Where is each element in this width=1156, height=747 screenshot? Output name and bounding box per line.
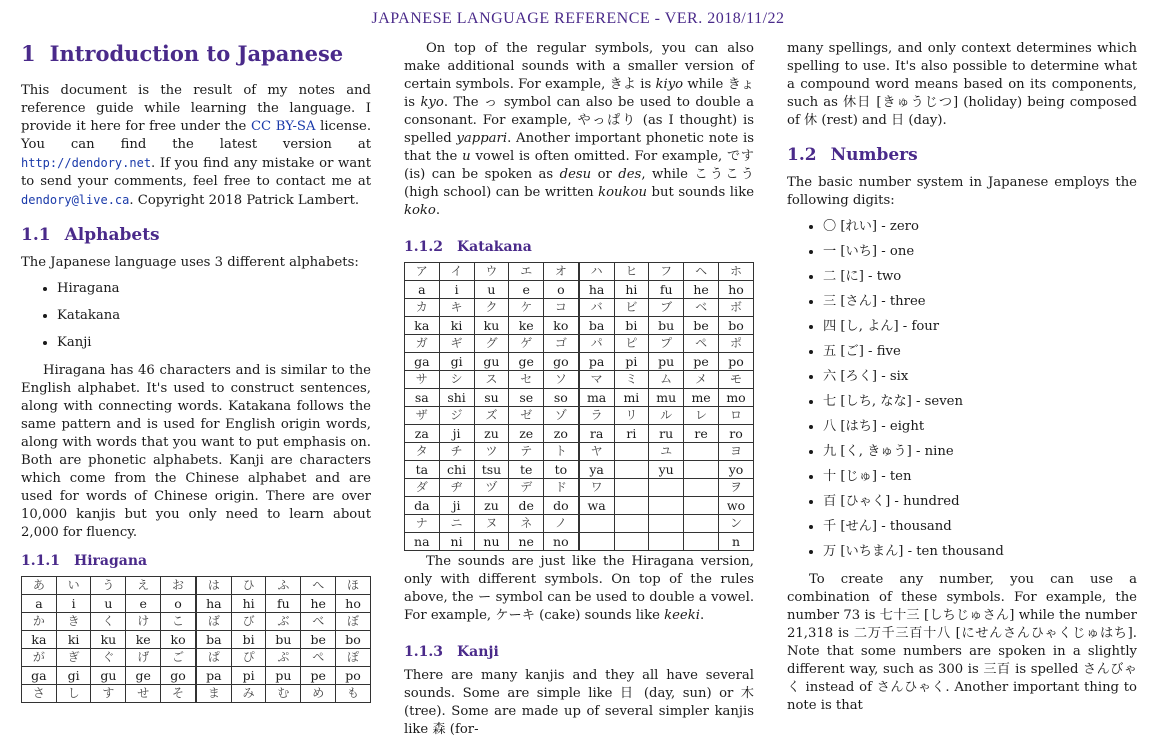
table-cell: ko [161, 631, 196, 649]
table-cell: ネ [509, 515, 544, 533]
table-cell: ぷ [266, 649, 301, 667]
table-cell: gu [91, 667, 126, 685]
table-cell: ra [579, 425, 614, 443]
table-cell: ko [544, 317, 579, 335]
table-cell: ta [405, 461, 440, 479]
table-cell: mo [719, 389, 754, 407]
alphabet-list [21, 280, 371, 352]
table-cell: ポ [719, 335, 754, 353]
table-cell: be [684, 317, 719, 335]
table-cell: go [544, 353, 579, 371]
table-cell: ケ [509, 299, 544, 317]
table-cell: ro [719, 425, 754, 443]
table-cell [614, 461, 649, 479]
table-cell: no [544, 533, 579, 551]
table-cell: ぼ [336, 613, 371, 631]
table-cell: na [405, 533, 440, 551]
table-cell: バ [579, 299, 614, 317]
table-cell: ズ [474, 407, 509, 425]
running-header: JAPANESE LANGUAGE REFERENCE - VER. 2018/11/22 [371, 10, 785, 27]
table-cell: gi [439, 353, 474, 371]
table-cell: ク [474, 299, 509, 317]
table-cell: ゲ [509, 335, 544, 353]
table-cell [614, 515, 649, 533]
table-cell: テ [509, 443, 544, 461]
table-cell: ワ [579, 479, 614, 497]
table-cell: ma [579, 389, 614, 407]
list-item: • 五 [ご] - five [823, 343, 1137, 361]
numbers-paragraph: To create any number, you can use a combination of these symbols. For example, the number 73 is 七十三 [しちじゅさん] while the number 21,318 is 二万千三百十八 [にせんさんひゃくじゅはち]. Note that some numbers are spoken in a slightly different way, such as 300 is 三百 is spelled さんびゃく instead of さんひゃく. Another important thing to note is that [787, 572, 1137, 713]
table-cell: bi [231, 631, 266, 649]
table-row [405, 371, 754, 389]
table-cell: i [439, 281, 474, 299]
table-cell: シ [439, 371, 474, 389]
list-item: • 万 [いちまん] - ten thousand [823, 543, 1137, 561]
table-cell: ki [56, 631, 91, 649]
table-row [405, 407, 754, 425]
table-cell: me [684, 389, 719, 407]
table-row [405, 425, 754, 443]
table-cell: ボ [719, 299, 754, 317]
table-row [405, 335, 754, 353]
table-cell: ba [579, 317, 614, 335]
table-cell: u [91, 595, 126, 613]
table-cell: bo [719, 317, 754, 335]
table-cell: エ [509, 263, 544, 281]
table-cell: ニ [439, 515, 474, 533]
table-row [22, 667, 371, 685]
table-cell: ム [649, 371, 684, 389]
table-cell: ぶ [266, 613, 301, 631]
table-cell: ぐ [91, 649, 126, 667]
table-cell: リ [614, 407, 649, 425]
table-cell: ha [579, 281, 614, 299]
table-row [22, 649, 371, 667]
table-cell: ノ [544, 515, 579, 533]
table-cell: ku [91, 631, 126, 649]
table-cell: イ [439, 263, 474, 281]
list-item: • Hiragana [57, 280, 371, 298]
subsection-heading: 1.1 Alphabets [21, 225, 160, 245]
section-heading: 1 Introduction to Japanese [21, 41, 344, 66]
license-link[interactable]: CC BY-SA [250, 119, 316, 134]
table-cell: さ [22, 685, 57, 703]
list-item: • 千 [せん] - thousand [823, 518, 1137, 536]
table-row [405, 281, 754, 299]
table-cell: ヌ [474, 515, 509, 533]
table-cell: ヒ [614, 263, 649, 281]
table-cell: po [336, 667, 371, 685]
table-cell: げ [126, 649, 161, 667]
table-cell: pu [266, 667, 301, 685]
table-cell: チ [439, 443, 474, 461]
list-item: • Kanji [57, 334, 371, 352]
table-cell: レ [684, 407, 719, 425]
table-cell: ホ [719, 263, 754, 281]
table-cell: ho [719, 281, 754, 299]
subsubsection-heading: 1.1.1 Hiragana [21, 553, 148, 569]
table-cell: so [544, 389, 579, 407]
table-cell: け [126, 613, 161, 631]
alphabets-intro: The Japanese language uses 3 different alphabets: [21, 255, 359, 270]
table-cell: u [474, 281, 509, 299]
table-cell: ナ [405, 515, 440, 533]
table-cell: yu [649, 461, 684, 479]
table-cell: ヨ [719, 443, 754, 461]
table-cell [684, 479, 719, 497]
table-cell: za [405, 425, 440, 443]
table-cell [684, 443, 719, 461]
table-cell: o [544, 281, 579, 299]
table-cell: い [56, 577, 91, 595]
table-cell: ze [509, 425, 544, 443]
table-cell: ho [336, 595, 371, 613]
table-cell: え [126, 577, 161, 595]
table-cell: mu [649, 389, 684, 407]
table-cell: zo [544, 425, 579, 443]
table-cell: ヤ [579, 443, 614, 461]
table-cell: ロ [719, 407, 754, 425]
table-cell: モ [719, 371, 754, 389]
table-cell: は [196, 577, 231, 595]
table-cell: ピ [614, 335, 649, 353]
table-cell [579, 533, 614, 551]
table-cell: へ [301, 577, 336, 595]
alphabets-paragraph: Hiragana has 46 characters and is similar to the English alphabet. It's used to construct sentences, along with connecting words. Katakana follows the same pattern and is used for English origin words, along with words that you want to put emphasis on. Both are phonetic alphabets. Kanji are characters which come from the Chinese alphabet and are used for words of Chinese origin. There are over 10,000 kanjis but you only need to learn about 2,000 for fluency. [21, 363, 371, 540]
list-item: • 九 [く, きゅう] - nine [823, 443, 1137, 461]
table-cell: ギ [439, 335, 474, 353]
table-cell: ペ [684, 335, 719, 353]
table-cell: ヅ [474, 479, 509, 497]
table-cell: nu [474, 533, 509, 551]
table-cell [649, 533, 684, 551]
table-cell: パ [579, 335, 614, 353]
table-cell: ku [474, 317, 509, 335]
table-cell: ア [405, 263, 440, 281]
table-cell: e [126, 595, 161, 613]
table-row [405, 461, 754, 479]
table-cell: ke [126, 631, 161, 649]
table-cell: ka [22, 631, 57, 649]
table-cell: ト [544, 443, 579, 461]
table-cell [684, 515, 719, 533]
table-cell: ゴ [544, 335, 579, 353]
table-row [22, 577, 371, 595]
table-cell: he [684, 281, 719, 299]
table-row [405, 299, 754, 317]
table-cell: wo [719, 497, 754, 515]
table-cell: が [22, 649, 57, 667]
table-cell: ni [439, 533, 474, 551]
table-row [405, 389, 754, 407]
table-cell: ミ [614, 371, 649, 389]
phonetics-paragraph: On top of the regular symbols, you can also make additional sounds with a smaller version of certain symbols. For example, きよ is kiyo while きょ is kyo. The っ symbol can also be used to double a consonant. For example, やっぱり (as I thought) is spelled yappari. Another important phonetic note is that the u vowel is often omitted. For example, です (is) can be spoken as desu or des, while こうこう (high school) can be written koukou but sounds like koko. [404, 41, 755, 218]
table-cell: su [474, 389, 509, 407]
table-cell: し [56, 685, 91, 703]
table-cell: pi [614, 353, 649, 371]
table-cell: te [509, 461, 544, 479]
table-cell: ne [509, 533, 544, 551]
table-cell [684, 497, 719, 515]
table-cell: カ [405, 299, 440, 317]
table-cell: ji [439, 425, 474, 443]
table-cell: he [301, 595, 336, 613]
table-cell: ユ [649, 443, 684, 461]
table-cell: そ [161, 685, 196, 703]
table-cell: ス [474, 371, 509, 389]
table-cell: pe [301, 667, 336, 685]
table-cell: bu [266, 631, 301, 649]
table-row [405, 497, 754, 515]
table-cell [684, 461, 719, 479]
table-cell: プ [649, 335, 684, 353]
table-cell: pa [579, 353, 614, 371]
table-cell: ヲ [719, 479, 754, 497]
table-cell: む [266, 685, 301, 703]
table-cell [614, 443, 649, 461]
table-cell: yo [719, 461, 754, 479]
table-cell: ya [579, 461, 614, 479]
table-cell: フ [649, 263, 684, 281]
table-cell: bi [614, 317, 649, 335]
table-cell: se [509, 389, 544, 407]
table-cell: pi [231, 667, 266, 685]
table-cell: a [405, 281, 440, 299]
table-cell: hi [614, 281, 649, 299]
table-row [405, 515, 754, 533]
table-cell: da [405, 497, 440, 515]
table-cell: コ [544, 299, 579, 317]
table-cell: す [91, 685, 126, 703]
table-cell [684, 533, 719, 551]
table-cell: ジ [439, 407, 474, 425]
list-item: • 一 [いち] - one [823, 243, 1137, 261]
column-3 [787, 40, 1137, 723]
table-cell: fu [649, 281, 684, 299]
table-cell: ba [196, 631, 231, 649]
table-cell: pu [649, 353, 684, 371]
kanji-continued-paragraph: many spellings, and only context determines which spelling to use. It's also possible to determine what a compound word means based on its components, such as 休日 [きゅうじつ] (holiday) being composed of 休 (rest) and 日 (day). [787, 41, 1137, 128]
table-cell: ブ [649, 299, 684, 317]
list-item: • 三 [さん] - three [823, 293, 1137, 311]
table-cell: ご [161, 649, 196, 667]
table-row [22, 631, 371, 649]
table-cell: ハ [579, 263, 614, 281]
table-cell: ダ [405, 479, 440, 497]
numbers-list [787, 218, 1137, 561]
table-cell: メ [684, 371, 719, 389]
table-cell: fu [266, 595, 301, 613]
table-cell: do [544, 497, 579, 515]
table-cell: re [684, 425, 719, 443]
table-cell: ひ [231, 577, 266, 595]
table-cell [579, 515, 614, 533]
subsubsection-heading: 1.1.3 Kanji [404, 644, 499, 660]
table-cell: to [544, 461, 579, 479]
table-cell: hi [231, 595, 266, 613]
column-1 [21, 40, 371, 703]
table-cell: mi [614, 389, 649, 407]
table-cell: ま [196, 685, 231, 703]
table-cell: ji [439, 497, 474, 515]
table-cell: be [301, 631, 336, 649]
table-cell: デ [509, 479, 544, 497]
table-cell: sa [405, 389, 440, 407]
table-cell: タ [405, 443, 440, 461]
table-cell: go [161, 667, 196, 685]
table-cell: ge [126, 667, 161, 685]
table-cell: a [22, 595, 57, 613]
table-cell: o [161, 595, 196, 613]
table-cell: ga [22, 667, 57, 685]
table-cell: オ [544, 263, 579, 281]
table-row [405, 479, 754, 497]
table-row [405, 443, 754, 461]
table-cell: ぽ [336, 649, 371, 667]
list-item: • 〇 [れい] - zero [823, 218, 1137, 236]
numbers-intro: The basic number system in Japanese employs the following digits: [787, 175, 1137, 208]
table-cell [614, 479, 649, 497]
table-cell: pa [196, 667, 231, 685]
table-cell: ン [719, 515, 754, 533]
table-cell: き [56, 613, 91, 631]
table-cell: ru [649, 425, 684, 443]
table-cell: マ [579, 371, 614, 389]
table-row [22, 613, 371, 631]
table-cell: bo [336, 631, 371, 649]
table-cell [649, 479, 684, 497]
table-cell: gu [474, 353, 509, 371]
intro-paragraph: This document is the result of my notes and reference guide while learning the language. I provide it here for free under the CC BY-SA license. You can find the latest version at http://dendory.net. If you find any mistake or want to send your comments, feel free to contact me at dendory@live.ca. Copyright 2018 Patrick Lambert. [21, 83, 372, 208]
table-cell: zu [474, 497, 509, 515]
table-cell: ha [196, 595, 231, 613]
table-cell: ガ [405, 335, 440, 353]
table-cell: ぴ [231, 649, 266, 667]
table-cell: ぺ [301, 649, 336, 667]
table-cell: ぎ [56, 649, 91, 667]
table-row [405, 353, 754, 371]
table-cell: ビ [614, 299, 649, 317]
email-link[interactable]: dendory@live.ca [21, 193, 130, 207]
kanji-paragraph: There are many kanjis and they all have several sounds. Some are simple like 日 (day, sun) or 木 (tree). Some are made up of several simpler kanjis like 森 (for- [404, 668, 754, 737]
table-cell: ふ [266, 577, 301, 595]
table-cell: ki [439, 317, 474, 335]
table-cell: wa [579, 497, 614, 515]
table-cell: ラ [579, 407, 614, 425]
table-cell: bu [649, 317, 684, 335]
table-cell: ri [614, 425, 649, 443]
table-cell: あ [22, 577, 57, 595]
table-cell: う [91, 577, 126, 595]
table-cell: ka [405, 317, 440, 335]
table-cell: こ [161, 613, 196, 631]
table-cell: ゾ [544, 407, 579, 425]
table-cell: ぱ [196, 649, 231, 667]
website-link[interactable]: http://dendory.net [21, 156, 152, 170]
table-cell: ル [649, 407, 684, 425]
table-cell: べ [301, 613, 336, 631]
table-cell: ヘ [684, 263, 719, 281]
table-cell: サ [405, 371, 440, 389]
list-item: • 四 [し, よん] - four [823, 318, 1137, 336]
table-cell: pe [684, 353, 719, 371]
table-cell: i [56, 595, 91, 613]
list-item: • 七 [しち, なな] - seven [823, 393, 1137, 411]
list-item: • 六 [ろく] - six [823, 368, 1137, 386]
table-cell: ツ [474, 443, 509, 461]
table-cell: ウ [474, 263, 509, 281]
table-cell: po [719, 353, 754, 371]
table-cell: み [231, 685, 266, 703]
list-item: • 百 [ひゃく] - hundred [823, 493, 1137, 511]
table-cell: も [336, 685, 371, 703]
table-row [405, 263, 754, 281]
table-cell: shi [439, 389, 474, 407]
table-cell: ga [405, 353, 440, 371]
table-cell: ば [196, 613, 231, 631]
table-cell: グ [474, 335, 509, 353]
list-item: • 八 [はち] - eight [823, 418, 1137, 436]
table-cell: ベ [684, 299, 719, 317]
table-cell: セ [509, 371, 544, 389]
table-cell: e [509, 281, 544, 299]
table-row [22, 595, 371, 613]
table-cell: ほ [336, 577, 371, 595]
table-row [22, 685, 371, 703]
table-cell [614, 497, 649, 515]
table-cell: お [161, 577, 196, 595]
table-cell: n [719, 533, 754, 551]
subsubsection-heading: 1.1.2 Katakana [404, 239, 532, 255]
table-cell: de [509, 497, 544, 515]
table-row [405, 533, 754, 551]
column-2 [404, 40, 754, 747]
table-cell: ヂ [439, 479, 474, 497]
table-cell: め [301, 685, 336, 703]
table-cell: ソ [544, 371, 579, 389]
table-cell: zu [474, 425, 509, 443]
table-cell [649, 497, 684, 515]
katakana-paragraph: The sounds are just like the Hiragana version, only with different symbols. On top of the rules above, the ー symbol can be used to double a vowel. For example, ケーキ (cake) sounds like keeki. [404, 554, 755, 623]
hiragana-table [21, 576, 371, 703]
table-cell: び [231, 613, 266, 631]
table-cell: ゼ [509, 407, 544, 425]
table-cell: tsu [474, 461, 509, 479]
list-item: • Katakana [57, 307, 371, 325]
table-cell: キ [439, 299, 474, 317]
table-cell: ge [509, 353, 544, 371]
katakana-table [404, 262, 754, 551]
table-cell: く [91, 613, 126, 631]
table-cell: chi [439, 461, 474, 479]
table-cell [614, 533, 649, 551]
list-item: • 二 [に] - two [823, 268, 1137, 286]
table-row [405, 317, 754, 335]
table-cell [649, 515, 684, 533]
table-cell: せ [126, 685, 161, 703]
table-cell: ド [544, 479, 579, 497]
subsection-heading: 1.2 Numbers [787, 145, 918, 165]
table-cell: ke [509, 317, 544, 335]
table-cell: か [22, 613, 57, 631]
list-item: • 十 [じゅ] - ten [823, 468, 1137, 486]
table-cell: gi [56, 667, 91, 685]
table-cell: ザ [405, 407, 440, 425]
